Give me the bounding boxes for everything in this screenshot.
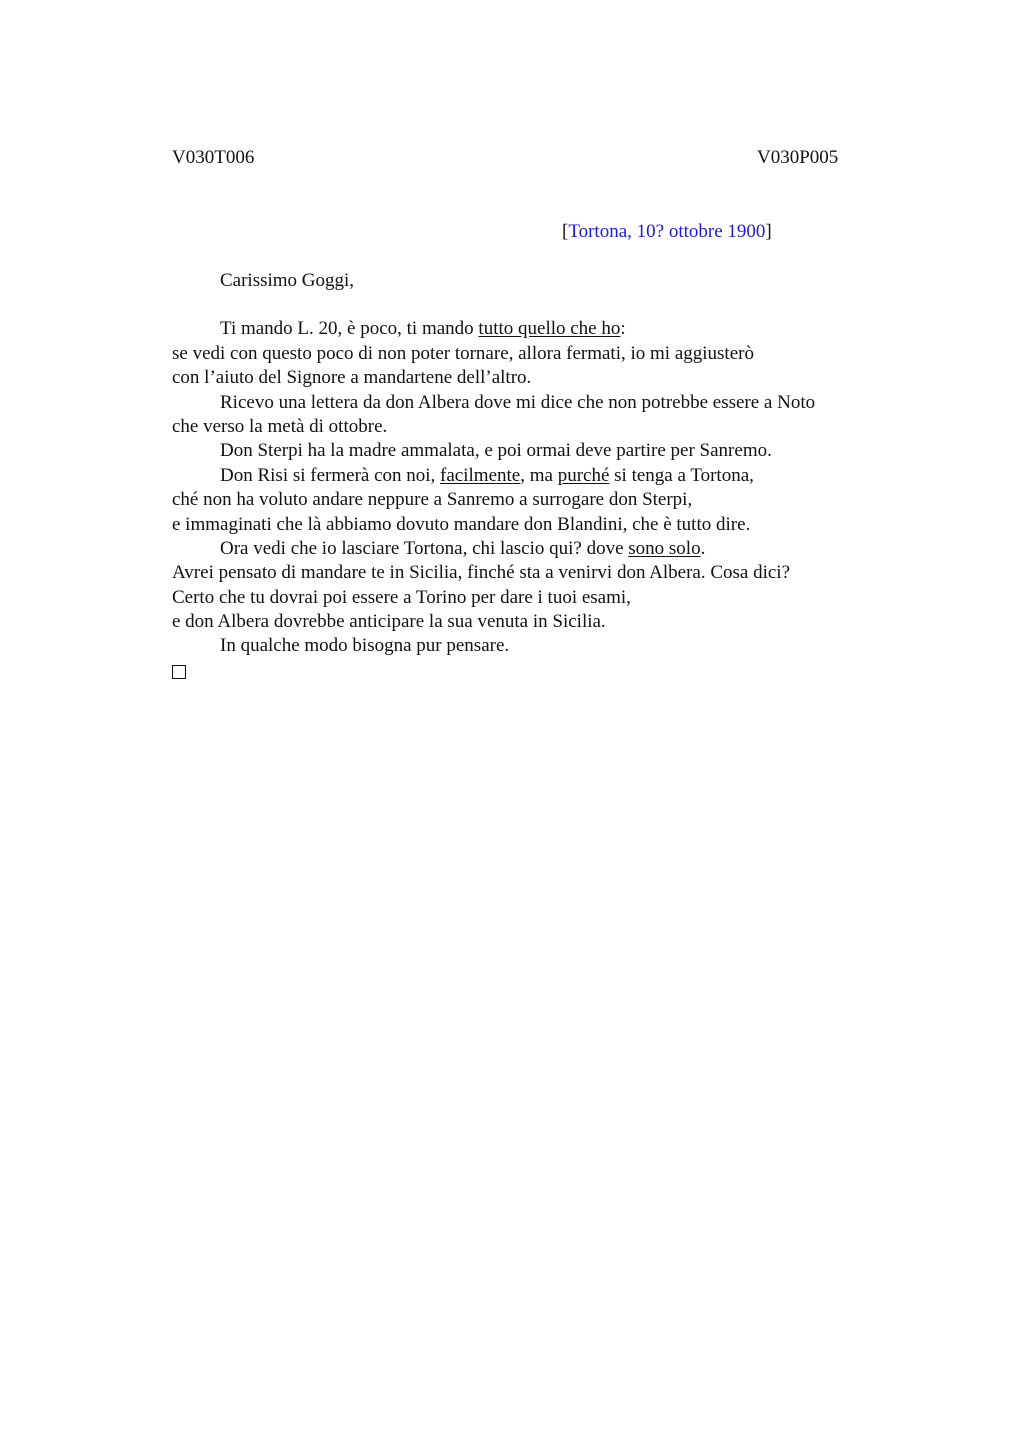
letter-line-5: che verso la metà di ottobre. bbox=[172, 415, 388, 437]
letter-line-13: e don Albera dovrebbe anticipare la sua venuta in Sicilia. bbox=[172, 611, 606, 633]
underlined-text: sono solo bbox=[628, 537, 701, 559]
letter-line-8: ché non ha voluto andare neppure a Sanremo a surrogare don Sterpi, bbox=[172, 489, 693, 511]
underlined-text: purché bbox=[557, 464, 610, 486]
paragraph-gap bbox=[172, 293, 892, 317]
square-outline-icon bbox=[172, 665, 186, 679]
text-run: Ti mando L. 20, è poco, ti mando bbox=[220, 318, 479, 340]
text-run: . bbox=[700, 537, 706, 559]
letter-body bbox=[172, 269, 892, 683]
document-code-right: V030P005 bbox=[757, 147, 839, 168]
text-run: si tenga a Tortona, bbox=[609, 464, 754, 486]
letter-line-3: con l’aiuto del Signore a mandartene dell’altro. bbox=[172, 367, 532, 389]
dateline-open-bracket: [ bbox=[562, 221, 569, 242]
underlined-text: facilmente bbox=[440, 464, 521, 486]
text-run: , ma bbox=[520, 464, 558, 486]
letter-line-12: Certo che tu dovrai poi essere a Torino per dare i tuoi esami, bbox=[172, 586, 631, 608]
dateline-place-date-link[interactable]: Tortona, 10? ottobre 1900 bbox=[568, 221, 766, 242]
dateline-close-bracket: ] bbox=[765, 221, 772, 242]
letter-line-14: In qualche modo bisogna pur pensare. bbox=[220, 635, 510, 657]
salutation: Carissimo Goggi, bbox=[220, 270, 355, 291]
end-mark bbox=[172, 659, 892, 683]
letter-line-9: e immaginati che là abbiamo dovuto mandare don Blandini, che è tutto dire. bbox=[172, 513, 751, 535]
letter-line-11: Avrei pensato di mandare te in Sicilia, finché sta a venirvi don Albera. Cosa dici? bbox=[172, 562, 791, 584]
letter-line-7 bbox=[172, 464, 892, 488]
letter-line-1 bbox=[172, 317, 892, 341]
letter-line-2: se vedi con questo poco di non poter tornare, allora fermati, io mi aggiusterò bbox=[172, 342, 754, 364]
dateline bbox=[562, 220, 772, 244]
letter-line-4: Ricevo una lettera da don Albera dove mi dice che non potrebbe essere a Noto bbox=[220, 391, 816, 413]
letter-line-6: Don Sterpi ha la madre ammalata, e poi ormai deve partire per Sanremo. bbox=[220, 440, 772, 462]
letter-line-10 bbox=[172, 537, 892, 561]
underlined-text: tutto quello che ho bbox=[478, 318, 621, 340]
text-run: Ora vedi che io lasciare Tortona, chi lascio qui? dove bbox=[220, 537, 629, 559]
document-code-left: V030T006 bbox=[172, 147, 255, 168]
text-run: : bbox=[620, 318, 626, 340]
text-run: Don Risi si fermerà con noi, bbox=[220, 464, 441, 486]
